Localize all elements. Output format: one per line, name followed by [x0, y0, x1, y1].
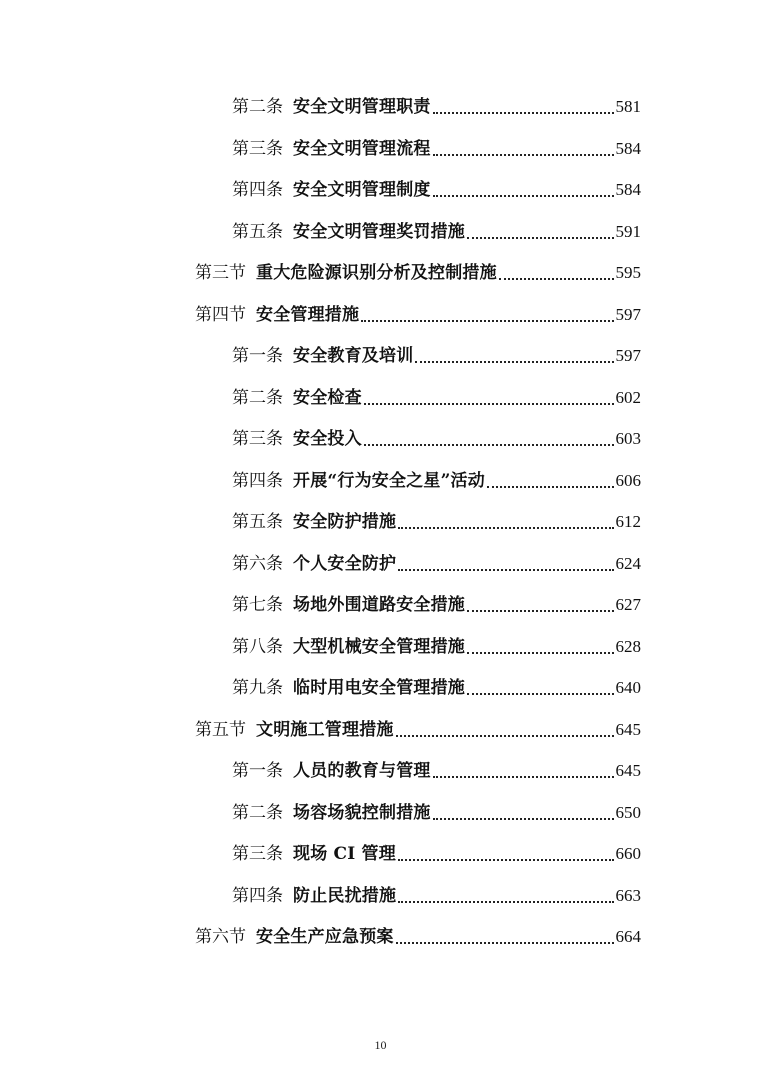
toc-entry-page-number: 597: [615, 346, 641, 365]
toc-entry[interactable]: [232, 88, 641, 118]
toc-entry[interactable]: [195, 296, 641, 326]
toc-entry-number: 第四条: [232, 470, 283, 491]
toc-entry-number: 第四条: [232, 885, 283, 906]
toc-entry[interactable]: [195, 711, 641, 741]
toc-entry-page-number: 628: [615, 636, 641, 656]
toc-entry[interactable]: [232, 669, 641, 699]
toc-entry[interactable]: [195, 918, 641, 948]
toc-entry-title: 安全文明管理流程: [293, 138, 431, 159]
toc-dot-leader: [415, 361, 613, 363]
toc-entry-number: 第五条: [232, 512, 283, 532]
toc-dot-leader: [433, 818, 614, 820]
toc-entry-page-number: 581: [615, 97, 641, 116]
toc-entry-number: 第四条: [232, 180, 283, 200]
toc-entry-title: 人员的教育与管理: [293, 761, 431, 781]
toc-dot-leader: [364, 403, 614, 405]
toc-entry-page-number: 663: [615, 885, 641, 905]
toc-entry-title: 安全文明管理职责: [293, 97, 431, 117]
toc-entry-page-number: 650: [615, 802, 641, 822]
toc-entry-page-number: 602: [615, 387, 641, 407]
toc-entry-number: 第二条: [232, 387, 283, 408]
toc-entry-page-number: 603: [615, 429, 641, 448]
toc-dot-leader: [433, 195, 614, 197]
toc-entry[interactable]: [232, 752, 641, 782]
toc-entry[interactable]: [232, 462, 641, 492]
toc-entry-title: 场容场貌控制措施: [293, 802, 431, 823]
toc-dot-leader: [398, 901, 613, 903]
toc-entry-number: 第五条: [232, 221, 283, 242]
toc-entry-number: 第四节: [195, 304, 246, 325]
toc-entry-title: 现场 CI 管理: [293, 844, 396, 864]
toc-entry[interactable]: [232, 337, 641, 367]
toc-entry[interactable]: [232, 130, 641, 160]
toc-dot-leader: [398, 859, 614, 861]
toc-dot-leader: [467, 652, 614, 654]
toc-entry-number: 第六条: [232, 553, 283, 574]
toc-entry-number: 第五节: [195, 719, 246, 740]
toc-entry-title: 安全文明管理制度: [293, 180, 431, 200]
toc-entry-number: 第一条: [232, 761, 283, 781]
toc-entry[interactable]: [232, 794, 641, 824]
toc-entry-page-number: 595: [615, 263, 641, 282]
toc-entry-number: 第三节: [195, 263, 246, 283]
toc-entry-title: 大型机械安全管理措施: [293, 636, 465, 657]
toc-entry-title: 个人安全防护: [293, 553, 397, 574]
toc-entry-title: 安全文明管理奖罚措施: [293, 221, 465, 242]
toc-entry-page-number: 584: [615, 138, 641, 158]
toc-entry-page-number: 606: [615, 470, 641, 490]
toc-dot-leader: [433, 776, 614, 778]
toc-entry[interactable]: [232, 835, 641, 865]
toc-dot-leader: [396, 942, 614, 944]
toc-dot-leader: [467, 610, 614, 612]
toc-entry-title: 防止民扰措施: [293, 885, 397, 906]
toc-dot-leader: [398, 527, 613, 529]
toc-entry-page-number: 624: [615, 553, 641, 573]
toc-entry-title: 开展“行为安全之星”活动: [293, 470, 485, 491]
toc-entry-number: 第九条: [232, 678, 283, 698]
toc-entry-title: 安全管理措施: [256, 304, 360, 325]
toc-entry-page-number: 645: [615, 761, 641, 780]
toc-entry-page-number: 591: [615, 221, 641, 241]
toc-entry[interactable]: [232, 877, 641, 907]
toc-dot-leader: [499, 278, 614, 280]
toc-entry[interactable]: [232, 503, 641, 533]
toc-entry-page-number: 597: [615, 304, 641, 324]
toc-dot-leader: [467, 693, 614, 695]
toc-entry-page-number: 645: [615, 719, 641, 739]
toc-entry[interactable]: [232, 586, 641, 616]
toc-entry-title: 安全教育及培训: [293, 346, 414, 366]
toc-dot-leader: [398, 569, 613, 571]
toc-entry-number: 第三条: [232, 429, 283, 449]
toc-entry-page-number: 627: [615, 595, 641, 614]
toc-entry[interactable]: [232, 545, 641, 575]
toc-dot-leader: [433, 112, 614, 114]
toc-entry[interactable]: [232, 213, 641, 243]
toc-entry-number: 第七条: [232, 595, 283, 615]
toc-entry-number: 第三条: [232, 844, 283, 864]
toc-dot-leader: [396, 735, 614, 737]
toc-entry-title: 安全投入: [293, 429, 362, 449]
toc-entry[interactable]: [232, 628, 641, 658]
toc-entry-page-number: 584: [615, 180, 641, 199]
toc-entry-page-number: 612: [615, 512, 641, 531]
footer-page-number: 10: [374, 1038, 387, 1052]
toc-dot-leader: [487, 486, 614, 488]
toc-entry-title: 文明施工管理措施: [256, 719, 394, 740]
toc-dot-leader: [364, 444, 614, 446]
toc-entry-number: 第三条: [232, 138, 283, 159]
toc-entry[interactable]: [195, 254, 641, 284]
toc-entry[interactable]: [232, 379, 641, 409]
toc-entry-number: 第六节: [195, 927, 246, 947]
toc-entry-number: 第一条: [232, 346, 283, 366]
toc-entry-page-number: 660: [615, 844, 641, 863]
toc-entry-number: 第二条: [232, 802, 283, 823]
toc-entry-title: 场地外围道路安全措施: [293, 595, 465, 615]
toc-entry-page-number: 640: [615, 678, 641, 697]
toc-dot-leader: [433, 154, 614, 156]
toc-entry-title: 安全检查: [293, 387, 362, 408]
toc-entry-number: 第二条: [232, 97, 283, 117]
toc-entry-title: 安全生产应急预案: [256, 927, 394, 947]
toc-entry-page-number: 664: [615, 927, 641, 946]
toc-dot-leader: [467, 237, 614, 239]
toc-entry-title: 临时用电安全管理措施: [293, 678, 465, 698]
toc-entry[interactable]: [232, 420, 641, 450]
toc-entry-title: 安全防护措施: [293, 512, 397, 532]
toc-entry-title: 重大危险源识别分析及控制措施: [256, 263, 497, 283]
toc-entry-number: 第八条: [232, 636, 283, 657]
toc-dot-leader: [361, 320, 613, 322]
toc-entry[interactable]: [232, 171, 641, 201]
